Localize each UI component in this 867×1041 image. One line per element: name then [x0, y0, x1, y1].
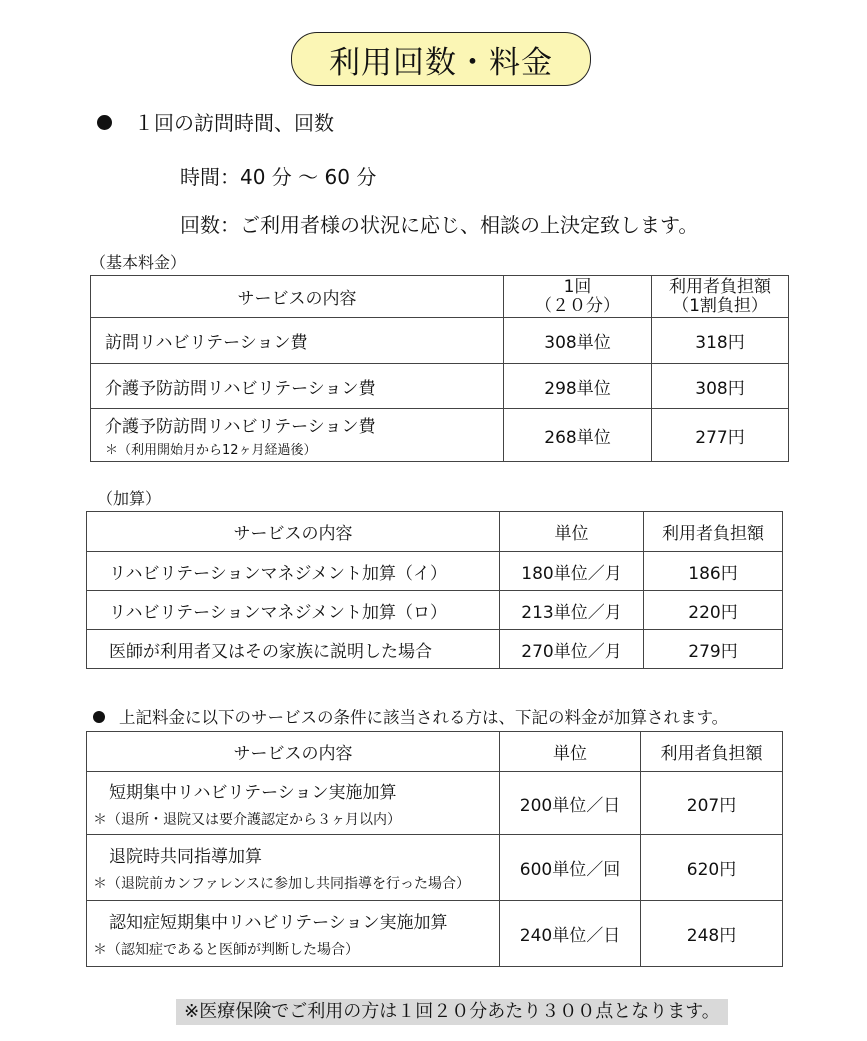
- unit-cell: 240単位／日: [500, 901, 641, 967]
- header-fee: [652, 276, 789, 318]
- service-note: ＊（認知症であると医師が判断した場合）: [93, 942, 359, 958]
- table-row: [91, 318, 789, 364]
- service-cell: 介護予防訪問リハビリテーション費: [91, 364, 504, 409]
- table-row: [91, 409, 789, 462]
- table-row: [87, 552, 783, 591]
- unit-cell: 213単位／月: [500, 591, 644, 630]
- table-row: [87, 591, 783, 630]
- service-name: 介護予防訪問リハビリテーション費: [105, 417, 376, 437]
- fee-cell: 279円: [644, 630, 783, 669]
- fee-cell: 308円: [652, 364, 789, 409]
- visit-time: 時間：40 分 〜 60 分: [180, 165, 377, 189]
- service-cell: [87, 772, 500, 835]
- header-unit: 単位: [500, 732, 641, 772]
- table-row: [87, 835, 783, 901]
- service-note: ＊（退所・退院又は要介護認定から３ヶ月以内）: [93, 811, 401, 828]
- header-fee: 利用者負担額: [644, 512, 783, 552]
- bullet-icon: [97, 115, 112, 130]
- header-fee-line2: （1割負担）: [672, 295, 768, 316]
- header-service: サービスの内容: [87, 512, 500, 552]
- header-service: サービスの内容: [91, 276, 504, 318]
- extra-heading: [93, 704, 728, 728]
- service-cell: 医師が利用者又はその家族に説明した場合: [87, 630, 500, 669]
- header-unit-line1: 1回: [563, 276, 592, 297]
- table-header-row: [91, 276, 789, 318]
- header-fee: 利用者負担額: [641, 732, 783, 772]
- page-title-text: 利用回数・料金: [329, 44, 553, 81]
- table-header-row: [87, 732, 783, 772]
- table-row: [87, 630, 783, 669]
- unit-cell: 200単位／日: [500, 772, 641, 835]
- service-note: ＊（利用開始月から12ヶ月経過後）: [105, 443, 317, 458]
- service-name: 短期集中リハビリテーション実施加算: [109, 782, 397, 803]
- service-cell: [91, 409, 504, 462]
- service-cell: 訪問リハビリテーション費: [91, 318, 504, 364]
- unit-cell: 308単位: [504, 318, 652, 364]
- visit-heading-text: １回の訪問時間、回数: [134, 111, 334, 135]
- unit-cell: 180単位／月: [500, 552, 644, 591]
- basic-caption: （基本料金）: [90, 253, 187, 272]
- table-header-row: [87, 512, 783, 552]
- fee-cell: 248円: [641, 901, 783, 967]
- visit-heading: [97, 107, 334, 136]
- fee-cell: 277円: [652, 409, 789, 462]
- unit-cell: 270単位／月: [500, 630, 644, 669]
- service-cell: [87, 835, 500, 901]
- table-row: [91, 364, 789, 409]
- unit-cell: 268単位: [504, 409, 652, 462]
- fee-cell: 186円: [644, 552, 783, 591]
- additions-caption: （加算）: [97, 489, 162, 508]
- service-note: ＊（退院前カンファレンスに参加し共同指導を行った場合）: [93, 876, 470, 892]
- service-name: 認知症短期集中リハビリテーション実施加算: [109, 913, 448, 933]
- table-row: [87, 772, 783, 835]
- fee-cell: 318円: [652, 318, 789, 364]
- extra-fee-table: [86, 731, 783, 967]
- additions-table: [86, 511, 783, 669]
- header-unit-line2: （２０分）: [535, 295, 620, 316]
- page-title: [291, 32, 591, 86]
- fee-cell: 220円: [644, 591, 783, 630]
- service-cell: [87, 901, 500, 967]
- service-name: 退院時共同指導加算: [109, 847, 262, 867]
- header-fee-line1: 利用者負担額: [669, 276, 771, 297]
- header-unit: 単位: [500, 512, 644, 552]
- service-cell: リハビリテーションマネジメント加算（ロ）: [87, 591, 500, 630]
- extra-heading-text: 上記料金に以下のサービスの条件に該当される方は、下記の料金が加算されます。: [119, 708, 729, 727]
- service-cell: リハビリテーションマネジメント加算（イ）: [87, 552, 500, 591]
- visit-count: 回数：ご利用者様の状況に応じ、相談の上決定致します。: [180, 213, 699, 237]
- unit-cell: 298単位: [504, 364, 652, 409]
- unit-cell: 600単位／回: [500, 835, 641, 901]
- fee-cell: 620円: [641, 835, 783, 901]
- table-row: [87, 901, 783, 967]
- bullet-icon: [93, 711, 105, 723]
- header-service: サービスの内容: [87, 732, 500, 772]
- basic-fee-table: [90, 275, 789, 462]
- fee-cell: 207円: [641, 772, 783, 835]
- header-unit: [504, 276, 652, 318]
- footer-note: ※医療保険でご利用の方は１回２０分あたり３００点となります。: [176, 999, 728, 1025]
